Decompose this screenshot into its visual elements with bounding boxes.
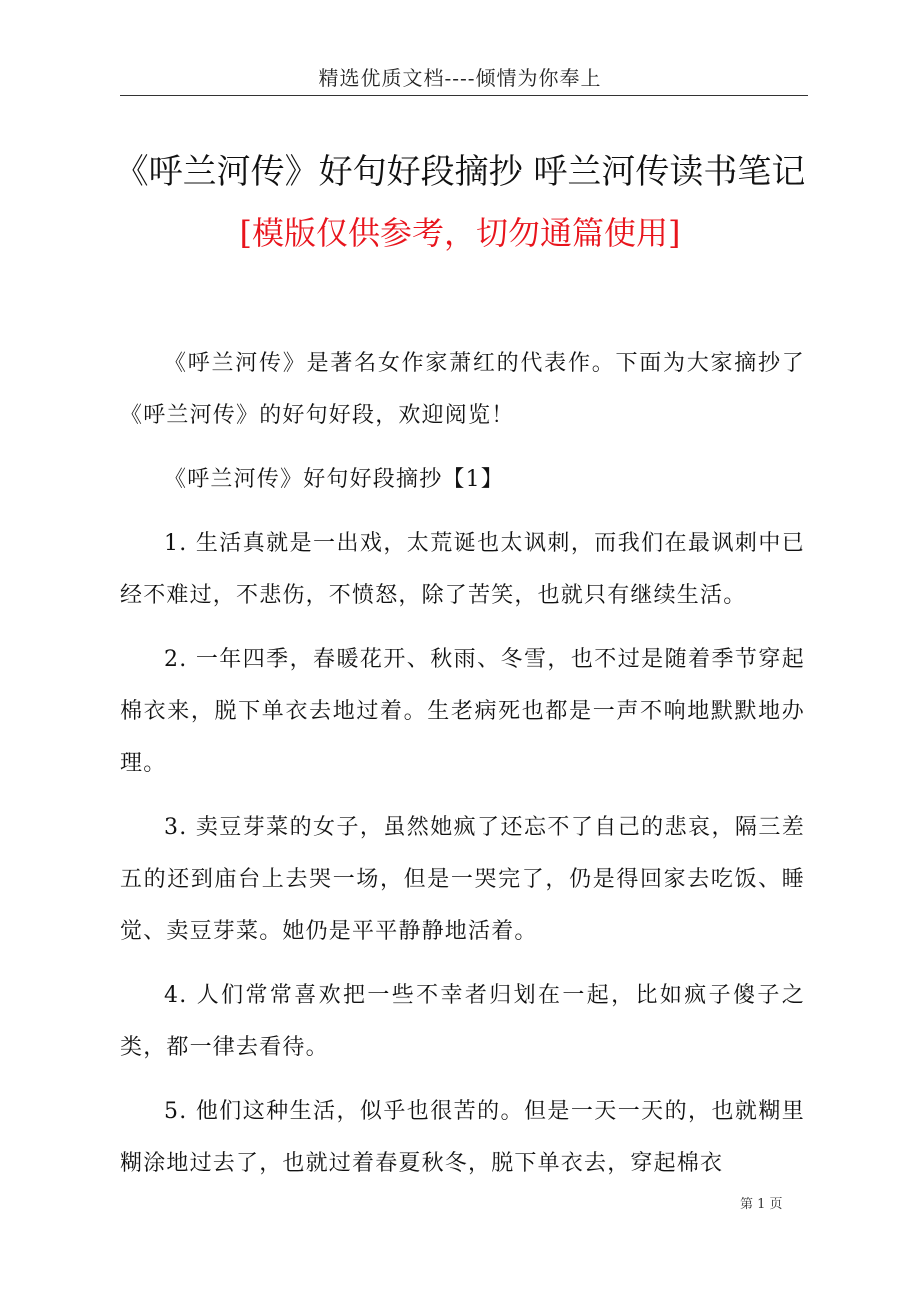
header-divider	[120, 95, 808, 96]
quote-item-3: 3. 卖豆芽菜的女子，虽然她疯了还忘不了自己的悲哀，隔三差五的还到庙台上去哭一场，但是一哭完了，仍是得回家去吃饭、睡觉、卖豆芽菜。她仍是平平静静地活着。	[120, 815, 805, 944]
quote-item-2: 2. 一年四季，春暖花开、秋雨、冬雪，也不过是随着季节穿起棉衣来，脱下单衣去地过着。生老病死也都是一声不响地默默地办理。	[120, 647, 805, 776]
header-text: 精选优质文档----倾情为你奉上	[318, 66, 602, 90]
section-heading: 《呼兰河传》好句好段摘抄【1】	[164, 467, 504, 492]
quote-item-4: 4. 人们常常喜欢把一些不幸者归划在一起，比如疯子傻子之类，都一律去看待。	[120, 983, 805, 1060]
quote-item-5: 5. 他们这种生活，似乎也很苦的。但是一天一天的，也就糊里糊涂地过去了，也就过着春夏秋冬，脱下单衣去，穿起棉衣	[120, 1099, 805, 1176]
intro-paragraph: 《呼兰河传》是著名女作家萧红的代表作。下面为大家摘抄了《呼兰河传》的好句好段，欢迎阅览！	[120, 351, 805, 428]
page-number: 第 1 页	[740, 1197, 783, 1212]
document-body	[120, 338, 805, 1202]
document-title: 《呼兰河传》好句好段摘抄 呼兰河传读书笔记	[114, 152, 806, 192]
document-subtitle: [模版仅供参考，切勿通篇使用]	[239, 214, 681, 252]
quote-item-1: 1. 生活真就是一出戏，太荒诞也太讽刺，而我们在最讽刺中已经不难过，不悲伤，不愤怒，除了苦笑，也就只有继续生活。	[120, 531, 805, 608]
